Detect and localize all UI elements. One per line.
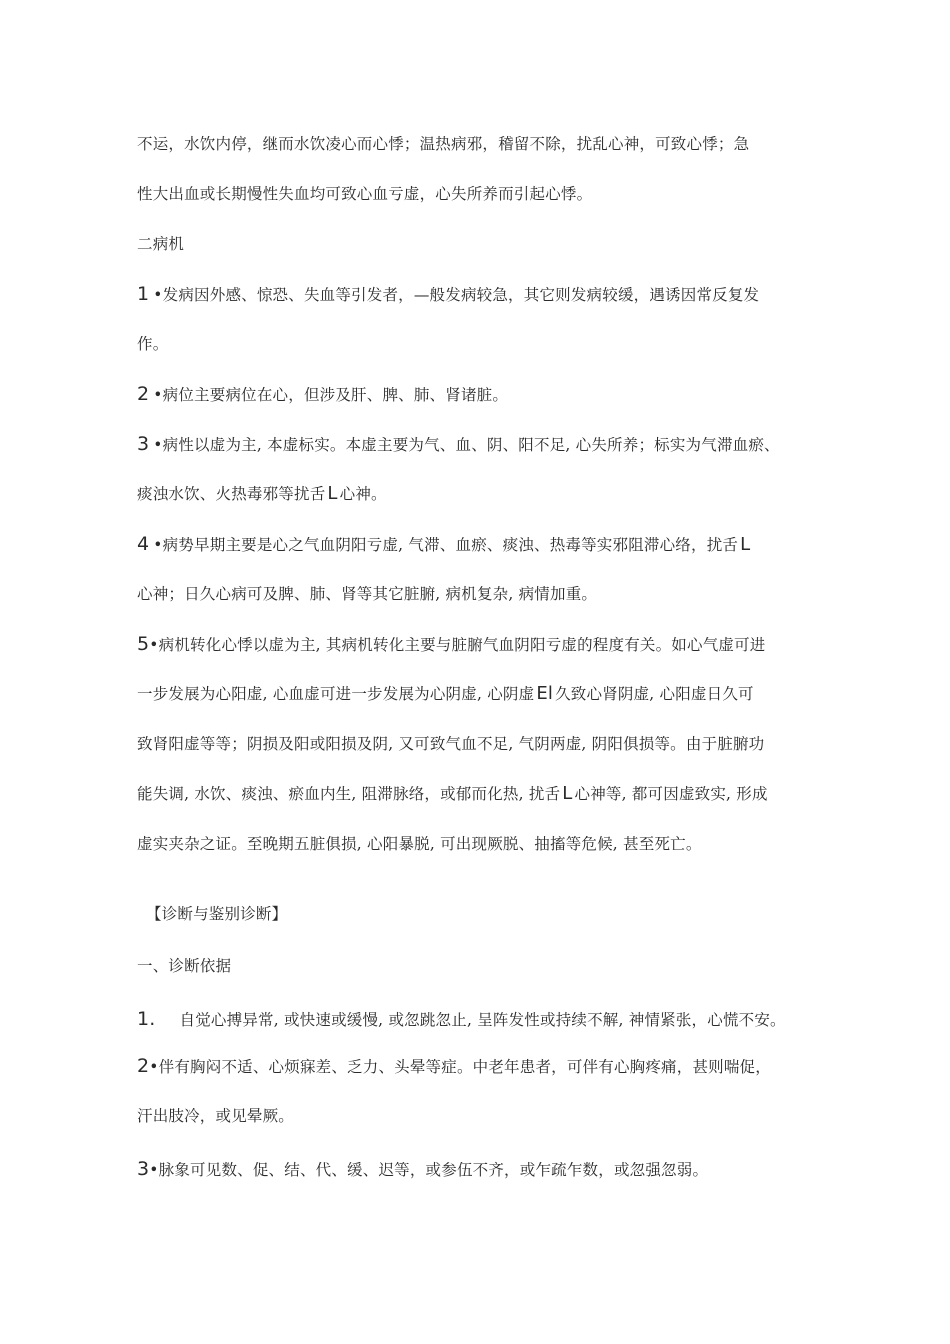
text-run: 致肾阳虚等等；阴损及阳或阳损及阴, 又可致气血不足, 气阴两虚, 阴阳俱损等。由于脏腑功 [137, 735, 765, 753]
criterion-item-3 [137, 1159, 708, 1180]
text-run: 不运，水饮内停，继而水饮凌心而心悸；温热病邪，稽留不除，扰乱心神，可致心悸；急 [137, 135, 750, 153]
text-run: •病机转化心悸以虚为主, 其病机转化主要与脏腑气血阴阳亏虚的程度有关。如心气虚可进 [149, 636, 766, 654]
ocr-artifact-glyph: L [327, 483, 338, 504]
item-number: 3 [137, 1158, 150, 1180]
item-number: 3 [137, 433, 150, 455]
pathogenesis-item-5 [137, 634, 766, 655]
pathogenesis-item-5-cont [137, 734, 764, 754]
pathogenesis-item-5-cont [137, 834, 702, 854]
criteria-heading [137, 956, 231, 976]
item-number: 2 [137, 1055, 150, 1077]
item-number: 1. [137, 1008, 156, 1030]
text-run: 能失调, 水饮、痰浊、瘀血内生, 阻滞脉络，或郁而化热, 扰舌 [137, 785, 561, 803]
text-run: •伴有胸闷不适、心烦寐差、乏力、头晕等症。中老年患者，可伴有心胸疼痛，甚则喘促， [149, 1058, 771, 1076]
text-run: •病势早期主要是心之气血阴阳亏虚, 气滞、血瘀、痰浊、热毒等实邪阻滞心络，扰舌 [153, 536, 739, 554]
ocr-artifact-glyph: L [740, 534, 751, 555]
text-run: 汗出肢冷，或见晕厥。 [137, 1107, 295, 1125]
pathogenesis-item-3 [137, 434, 780, 455]
heading-text: 二病机 [137, 235, 185, 253]
text-run: •病位主要病位在心，但涉及肝、脾、肺、肾诸脏。 [153, 386, 509, 404]
text-run: •发病因外感、惊恐、失血等引发者，—般发病较急，其它则发病较缓，遇诱因常反复发 [153, 286, 760, 304]
text-run: 作。 [137, 335, 169, 353]
text-run: •病性以虚为主, 本虚标实。本虚主要为气、血、阴、阳不足, 心失所养；标实为气滞血瘀、 [153, 436, 780, 454]
ocr-artifact-glyph: L [562, 783, 573, 804]
pathogenesis-item-4-cont [137, 584, 597, 604]
text-run: 虚实夹杂之证。至晚期五脏俱损, 心阳暴脱, 可出现厥脱、抽搐等危候, 甚至死亡。 [137, 835, 702, 853]
paragraph-continuation-line [137, 184, 592, 204]
text-run: 自觉心搏异常, 或快速或缓慢, 或忽跳忽止, 呈阵发性或持续不解, 神情紧张，心慌不安。 [179, 1011, 786, 1029]
text-run: 性大出血或长期慢性失血均可致心血亏虚，心失所养而引起心悸。 [137, 185, 593, 203]
heading-text: 【诊断与鉴别诊断】 [146, 905, 288, 923]
text-run: 一步发展为心阳虚, 心血虚可进一步发展为心阴虚, 心阴虚 [137, 685, 535, 703]
pathogenesis-heading [137, 234, 184, 254]
text-run: 心神等, 都可因虚致实, 形成 [574, 785, 768, 803]
criterion-item-2 [137, 1056, 771, 1077]
paragraph-continuation-line [137, 134, 749, 154]
item-number: 4 [137, 533, 150, 555]
text-run: 痰浊水饮、火热毒邪等扰舌 [137, 485, 326, 503]
heading-text: 一、诊断依据 [137, 957, 232, 975]
text-run: 心神；日久心病可及脾、肺、肾等其它脏腑, 病机复杂, 病情加重。 [137, 585, 598, 603]
item-number: 2 [137, 383, 150, 405]
pathogenesis-item-5-cont [137, 784, 768, 804]
pathogenesis-item-1 [137, 284, 759, 305]
criterion-item-1 [137, 1009, 786, 1030]
item-number: 1 [137, 283, 150, 305]
pathogenesis-item-3-cont [137, 484, 387, 504]
pathogenesis-item-1-cont [137, 334, 168, 354]
diagnosis-section-heading [146, 904, 287, 924]
text-run: 久致心肾阴虚, 心阳虚日久可 [555, 685, 754, 703]
pathogenesis-item-4 [137, 534, 752, 555]
pathogenesis-item-5-cont [137, 684, 754, 704]
pathogenesis-item-2 [137, 384, 508, 405]
item-number: 5 [137, 633, 150, 655]
text-run: 心神。 [339, 485, 387, 503]
ocr-artifact-glyph: El [536, 683, 554, 704]
criterion-item-2-cont [137, 1106, 294, 1126]
text-run: •脉象可见数、促、结、代、缓、迟等，或参伍不齐，或乍疏乍数，或忽强忽弱。 [149, 1161, 709, 1179]
